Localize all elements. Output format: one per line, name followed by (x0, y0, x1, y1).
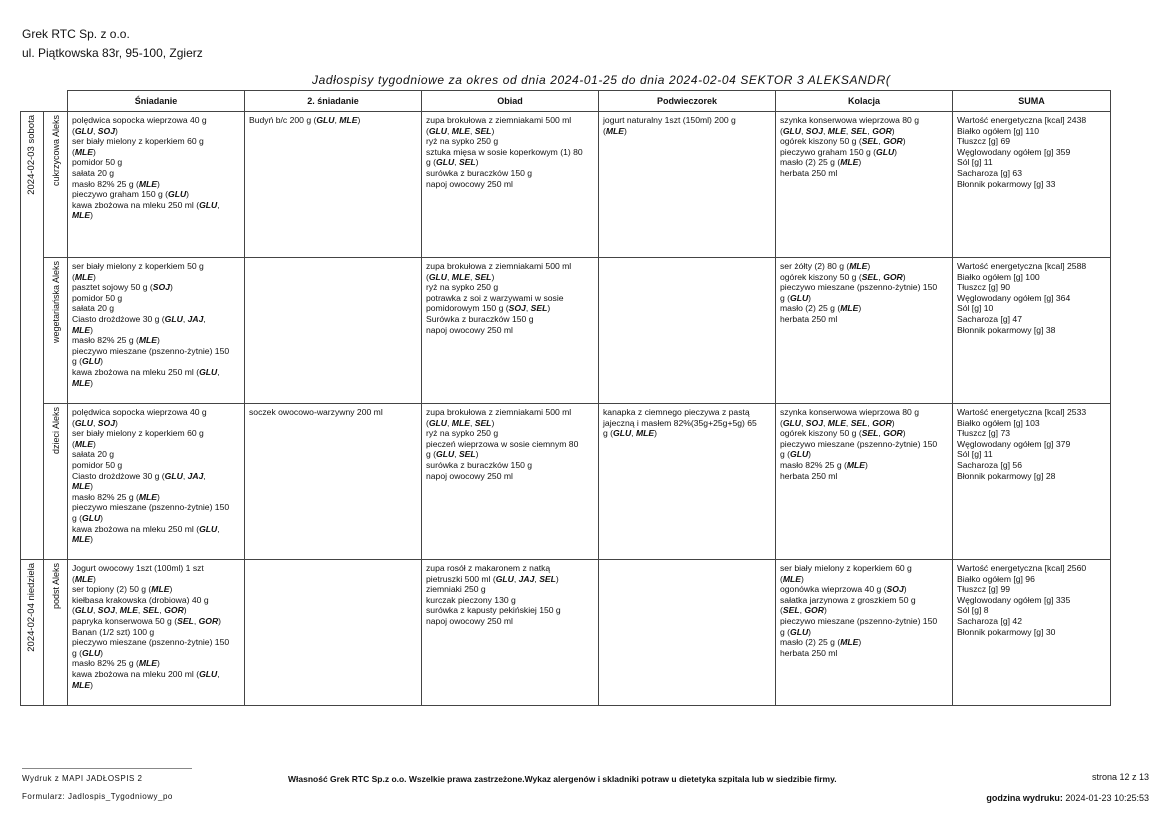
nutrition-line: Tłuszcz [g] 73 (957, 428, 1011, 439)
menu-item-line: g (GLU, MLE) (603, 428, 657, 439)
menu-item-line: g (GLU) (72, 512, 104, 523)
drugie-sniadanie-cell (245, 112, 422, 258)
nutrition-line: Wartość energetyczna [kcal] 2533 (957, 407, 1087, 417)
menu-item-line: (MLE) (72, 438, 96, 449)
menu-item-line: masło (2) 25 g (MLE) (780, 157, 862, 168)
day-date-label: 2024-02-03 sobota (26, 115, 38, 195)
ownership-note: Własność Grek RTC Sp.z o.o. Wszelkie prawa zastrzeżone.Wykaz alergenów i skladniki potraw u dietetyka szpitala lub w siedzibie firmy. (288, 774, 837, 784)
suma-cell (953, 404, 1111, 560)
obiad-cell (422, 404, 599, 560)
menu-item-line: kurczak pieczony 130 g (426, 594, 516, 605)
menu-item-line: kawa zbożowa na mleku 250 ml (GLU, (72, 199, 220, 210)
menu-item-line: kawa zbożowa na mleku 250 ml (GLU, (72, 366, 220, 377)
menu-item-line: jajeczną i masłem 82%(35g+25g+5g) 65 (603, 417, 757, 428)
page-number: strona 12 z 13 (1091, 772, 1149, 782)
nutrition-line: Sacharoza [g] 63 (957, 167, 1022, 178)
menu-item-line: pomidor 50 g (72, 459, 123, 470)
menu-item-line: szynka konserwowa wieprzowa 80 g (780, 115, 919, 125)
menu-item-line: ser biały mielony z koperkiem 50 g (72, 261, 204, 271)
column-header: Kolacja (776, 91, 953, 112)
menu-item-line: pieczeń wieprzowa w sosie ciemnym 80 (426, 438, 579, 449)
footer-rule (22, 768, 192, 769)
menu-item-line: ser topiony (2) 50 g (MLE) (72, 584, 173, 595)
menu-item-line: Banan (1/2 szt) 100 g (72, 626, 155, 637)
menu-item-line: g (GLU) (72, 356, 104, 367)
menu-item-line: pieczywo mieszane (pszenno-żytnie) 150 (780, 282, 938, 293)
nutrition-line: Sacharoza [g] 47 (957, 313, 1022, 324)
menu-item-line: szynka konserwowa wieprzowa 80 g (780, 407, 919, 417)
menu-item-line: MLE) (72, 324, 94, 335)
column-header: Podwieczorek (599, 91, 776, 112)
menu-item-line: (GLU, SOJ) (72, 417, 118, 428)
menu-item-line: zupa brokułowa z ziemniakami 500 ml (426, 115, 572, 125)
diet-cell (44, 112, 68, 258)
drugie-sniadanie-cell (245, 560, 422, 706)
nutrition-line: Sacharoza [g] 56 (957, 459, 1022, 470)
menu-item-line: MLE) (72, 210, 94, 221)
obiad-cell (422, 258, 599, 404)
column-header: SUMA (953, 91, 1111, 112)
menu-item-line: masło (2) 25 g (MLE) (780, 303, 862, 314)
nutrition-line: Węglowodany ogółem [g] 379 (957, 438, 1071, 449)
menu-item-line: g (GLU) (780, 449, 812, 460)
menu-item-line: (MLE) (72, 573, 96, 584)
column-header: 2. śniadanie (245, 91, 422, 112)
menu-item-line: ser biały mielony z koperkiem 60 g (72, 136, 204, 147)
menu-item-line: g (GLU, SEL) (426, 449, 479, 460)
obiad-cell (422, 112, 599, 258)
diet-label: podst Aleks (50, 563, 61, 610)
menu-item-line: ser żółty (2) 80 g (MLE) (780, 261, 871, 271)
table-row (21, 112, 1111, 258)
nutrition-line: Sól [g] 11 (957, 157, 993, 168)
menu-item-line: ser biały mielony z koperkiem 60 g (72, 428, 204, 439)
print-timestamp (986, 793, 1149, 803)
menu-item-line: Ciasto drożdżowe 30 g (GLU, JAJ, (72, 470, 206, 481)
menu-item-line: g (GLU) (780, 626, 812, 637)
menu-item-line: pieczywo mieszane (pszenno-żytnie) 150 (72, 345, 230, 356)
nutrition-line: Węglowodany ogółem [g] 335 (957, 594, 1071, 605)
menu-item-line: (MLE) (72, 146, 96, 157)
menu-item-line: kiełbasa krakowska (drobiowa) 40 g (72, 594, 209, 605)
menu-item-line: zupa brokułowa z ziemniakami 500 ml (426, 261, 572, 271)
menu-item-line: ogórek kiszony 50 g (SEL, GOR) (780, 428, 906, 439)
podwieczorek-cell (599, 258, 776, 404)
menu-item-line: surówka z kapusty pekińskiej 150 g (426, 605, 561, 616)
nutrition-line: Sól [g] 11 (957, 449, 993, 460)
menu-item-line: pieczywo mieszane (pszenno-żytnie) 150 (72, 502, 230, 513)
podwieczorek-cell (599, 404, 776, 560)
suma-cell (953, 258, 1111, 404)
suma-cell (953, 560, 1111, 706)
menu-item-line: g (GLU) (780, 292, 812, 303)
menu-item-line: (MLE) (603, 125, 627, 136)
nutrition-line: Wartość energetyczna [kcal] 2588 (957, 261, 1087, 271)
header-spacer (44, 91, 68, 112)
column-header: Obiad (422, 91, 599, 112)
menu-item-line: pieczywo graham 150 g (GLU) (780, 146, 898, 157)
menu-item-line: sałata 20 g (72, 167, 115, 178)
sniadanie-cell (68, 258, 245, 404)
menu-item-line: Ciasto drożdżowe 30 g (GLU, JAJ, (72, 313, 206, 324)
nutrition-line: Węglowodany ogółem [g] 364 (957, 292, 1071, 303)
column-header: Śniadanie (68, 91, 245, 112)
menu-item-line: sałata 20 g (72, 449, 115, 460)
menu-item-line: pieczywo mieszane (pszenno-żytnie) 150 (780, 438, 938, 449)
podwieczorek-cell (599, 560, 776, 706)
nutrition-line: Sól [g] 8 (957, 605, 989, 616)
menu-item-line: ryż na sypko 250 g (426, 282, 499, 293)
drugie-sniadanie-cell (245, 404, 422, 560)
menu-item-line: masło 82% 25 g (MLE) (72, 335, 160, 346)
menu-item-line: zupa brokułowa z ziemniakami 500 ml (426, 407, 572, 417)
menu-item-line: masło (2) 25 g (MLE) (780, 637, 862, 648)
company-info (22, 25, 203, 63)
menu-item-line: g (GLU) (72, 647, 104, 658)
menu-item-line: ser biały mielony z koperkiem 60 g (780, 563, 912, 573)
menu-item-line: napoj owocowy 250 ml (426, 615, 513, 626)
menu-item-line: herbata 250 ml (780, 647, 838, 658)
weekly-menu-table (20, 90, 1111, 706)
nutrition-line: Błonnik pokarmowy [g] 30 (957, 626, 1056, 637)
menu-item-line: masło 82% 25 g (MLE) (72, 658, 160, 669)
diet-cell (44, 404, 68, 560)
kolacja-cell (776, 258, 953, 404)
menu-item-line: Budyń b/c 200 g (GLU, MLE) (249, 115, 361, 125)
nutrition-line: Białko ogółem [g] 96 (957, 573, 1035, 584)
sniadanie-cell (68, 112, 245, 258)
nutrition-line: Wartość energetyczna [kcal] 2438 (957, 115, 1087, 125)
menu-item-line: pomidorowym 150 g (SOJ, SEL) (426, 303, 551, 314)
day-date-cell (21, 560, 44, 706)
company-name: Grek RTC Sp. z o.o. (22, 27, 130, 41)
nutrition-line: Wartość energetyczna [kcal] 2560 (957, 563, 1087, 573)
menu-item-line: MLE) (72, 534, 94, 545)
table-row (21, 258, 1111, 404)
day-date-label: 2024-02-04 niedziela (26, 563, 38, 652)
menu-item-line: (GLU, MLE, SEL) (426, 271, 495, 282)
table-row (21, 404, 1111, 560)
menu-item-line: ogórek kiszony 50 g (SEL, GOR) (780, 271, 906, 282)
menu-item-line: (GLU, SOJ, MLE, SEL, GOR) (780, 125, 895, 136)
menu-item-line: ziemniaki 250 g (426, 584, 486, 595)
menu-item-line: herbata 250 ml (780, 313, 838, 324)
kolacja-cell (776, 560, 953, 706)
nutrition-line: Błonnik pokarmowy [g] 28 (957, 470, 1056, 481)
menu-item-line: Jogurt owocowy 1szt (100ml) 1 szt (72, 563, 204, 573)
menu-item-line: polędwica sopocka wieprzowa 40 g (72, 115, 207, 125)
menu-item-line: sałata 20 g (72, 303, 115, 314)
menu-item-line: pomidor 50 g (72, 292, 123, 303)
sniadanie-cell (68, 560, 245, 706)
company-address: ul. Piątkowska 83r, 95-100, Zgierz (22, 46, 203, 60)
nutrition-line: Tłuszcz [g] 90 (957, 282, 1011, 293)
menu-item-line: (GLU, SOJ, MLE, SEL, GOR) (780, 417, 895, 428)
menu-item-line: kawa zbożowa na mleku 200 ml (GLU, (72, 668, 220, 679)
podwieczorek-cell (599, 112, 776, 258)
sniadanie-cell (68, 404, 245, 560)
nutrition-line: Sól [g] 10 (957, 303, 994, 314)
nutrition-line: Tłuszcz [g] 99 (957, 584, 1011, 595)
menu-item-line: soczek owocowo-warzywny 200 ml (249, 407, 383, 417)
diet-label: dzieci Aleks (50, 407, 61, 455)
menu-item-line: Surówka z buraczków 150 g (426, 313, 534, 324)
menu-item-line: herbata 250 ml (780, 470, 838, 481)
menu-item-line: polędwica sopocka wieprzowa 40 g (72, 407, 207, 417)
menu-item-line: MLE) (72, 377, 94, 388)
menu-item-line: herbata 250 ml (780, 167, 838, 178)
diet-label: cukrzycowa Aleks (50, 115, 61, 187)
menu-item-line: napoj owocowy 250 ml (426, 470, 513, 481)
table-row (21, 560, 1111, 706)
nutrition-line: Białko ogółem [g] 110 (957, 125, 1040, 136)
menu-item-line: kawa zbożowa na mleku 250 ml (GLU, (72, 523, 220, 534)
menu-item-line: (GLU, SOJ, MLE, SEL, GOR) (72, 605, 187, 616)
menu-item-line: zupa rosół z makaronem z natką (426, 563, 551, 573)
menu-item-line: pietruszki 500 ml (GLU, JAJ, SEL) (426, 573, 559, 584)
suma-cell (953, 112, 1111, 258)
print-time-value: 2024-01-23 10:25:53 (1065, 793, 1149, 803)
menu-item-line: MLE) (72, 679, 94, 690)
menu-item-line: potrawka z soi z warzywami w sosie (426, 292, 564, 303)
menu-item-line: papryka konserwowa 50 g (SEL, GOR) (72, 615, 222, 626)
menu-item-line: pieczywo mieszane (pszenno-żytnie) 150 (72, 637, 230, 648)
menu-item-line: (MLE) (780, 573, 804, 584)
menu-item-line: napoj owocowy 250 ml (426, 324, 513, 335)
document-title: Jadłospisy tygodniowe za okres od dnia 2024-01-25 do dnia 2024-02-04 SEKTOR 3 ALEKSANDR( (312, 73, 891, 87)
menu-item-line: pieczywo graham 150 g (GLU) (72, 189, 190, 200)
menu-item-line: g (GLU, SEL) (426, 157, 479, 168)
nutrition-line: Sacharoza [g] 42 (957, 615, 1022, 626)
nutrition-line: Białko ogółem [g] 100 (957, 271, 1040, 282)
header-spacer (21, 91, 44, 112)
menu-item-line: sałatka jarzynowa z groszkiem 50 g (780, 594, 916, 605)
menu-item-line: napoj owocowy 250 ml (426, 178, 513, 189)
diet-label: wegetariańska Aleks (50, 261, 61, 344)
menu-item-line: surówka z buraczków 150 g (426, 459, 533, 470)
table-body (21, 112, 1111, 706)
menu-item-line: pomidor 50 g (72, 157, 123, 168)
menu-item-line: jogurt naturalny 1szt (150ml) 200 g (603, 115, 736, 125)
menu-item-line: ryż na sypko 250 g (426, 136, 499, 147)
form-name: Formularz: Jadlospis_Tygodniowy_po (22, 792, 173, 801)
menu-item-line: surówka z buraczków 150 g (426, 167, 533, 178)
nutrition-line: Błonnik pokarmowy [g] 38 (957, 324, 1056, 335)
drugie-sniadanie-cell (245, 258, 422, 404)
menu-item-line: kanapka z ciemnego pieczywa z pastą (603, 407, 750, 417)
menu-item-line: (GLU, MLE, SEL) (426, 417, 495, 428)
menu-item-line: pasztet sojowy 50 g (SOJ) (72, 282, 173, 293)
menu-item-line: (MLE) (72, 271, 96, 282)
menu-item-line: masło 82% 25 g (MLE) (72, 178, 160, 189)
menu-item-line: (SEL, GOR) (780, 605, 827, 616)
menu-item-line: ryż na sypko 250 g (426, 428, 499, 439)
menu-item-line: masło 82% 25 g (MLE) (780, 459, 868, 470)
menu-item-line: pieczywo mieszane (pszenno-żytnie) 150 (780, 615, 938, 626)
day-date-cell (21, 112, 44, 560)
nutrition-line: Węglowodany ogółem [g] 359 (957, 146, 1071, 157)
menu-item-line: (GLU, MLE, SEL) (426, 125, 495, 136)
menu-item-line: ogórek kiszony 50 g (SEL, GOR) (780, 136, 906, 147)
print-time-label: godzina wydruku: (986, 793, 1063, 803)
printout-source: Wydruk z MAPI JADŁOSPIS 2 (22, 774, 143, 783)
kolacja-cell (776, 404, 953, 560)
menu-item-line: sztuka mięsa w sosie koperkowym (1) 80 (426, 146, 583, 157)
diet-cell (44, 560, 68, 706)
menu-item-line: (GLU, SOJ) (72, 125, 118, 136)
nutrition-line: Błonnik pokarmowy [g] 33 (957, 178, 1056, 189)
nutrition-line: Białko ogółem [g] 103 (957, 417, 1040, 428)
menu-item-line: ogonówka wieprzowa 40 g (SOJ) (780, 584, 907, 595)
menu-item-line: MLE) (72, 481, 94, 492)
obiad-cell (422, 560, 599, 706)
menu-item-line: masło 82% 25 g (MLE) (72, 491, 160, 502)
table-header-row (21, 91, 1111, 112)
nutrition-line: Tłuszcz [g] 69 (957, 136, 1011, 147)
kolacja-cell (776, 112, 953, 258)
diet-cell (44, 258, 68, 404)
